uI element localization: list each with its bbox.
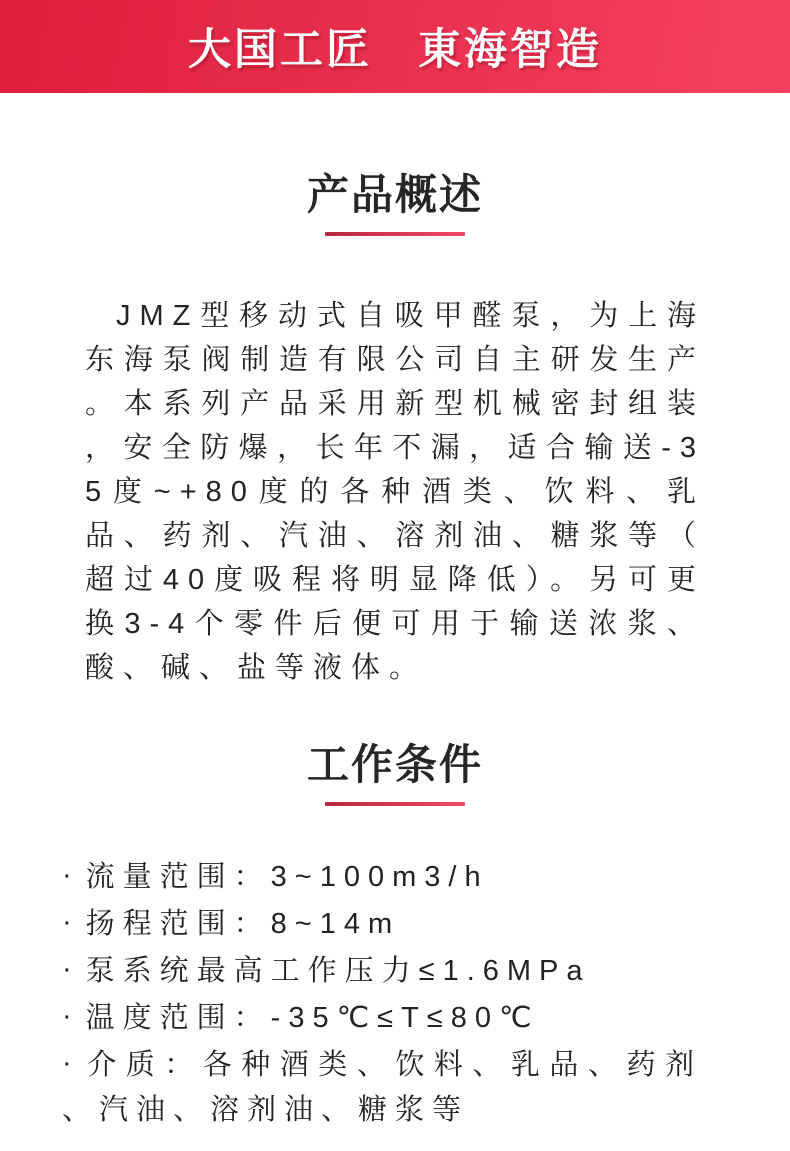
list-item [62,902,702,947]
list-item-text: 流量范围：3~100m3/h [85,861,489,893]
product-description: JMZ型移动式自吸甲醛泵，为上海东海泵阀制造有限公司自主研发生产。本系列产品采用新型机械密封组装，安全防爆，长年不漏，适合输送-35度~+80度的各种酒类、饮料、乳品、药剂、汽油、溶剂油、糖浆等（超过40度吸程将明显降低）。另可更换3-4个零件后便可用于输送浓浆、酸、碱、盐等液体。 [85,300,705,684]
banner-title: 大国工匠 東海智造 [188,26,602,74]
spec-list [62,855,702,1133]
bullet-icon: · [62,859,72,891]
bullet-icon: · [62,953,72,985]
list-item [62,996,702,1041]
list-item [62,1043,702,1133]
bullet-icon: · [62,906,72,938]
section-title-overview: 产品概述 [306,171,483,218]
bullet-icon: · [62,1047,72,1079]
list-item-text: 泵系统最高工作压力≤1.6MPa [85,955,591,987]
list-item-text: 温度范围：-35℃≤T≤80℃ [85,1002,540,1034]
list-item [62,855,702,900]
list-item-text: 扬程范围：8~14m [85,908,401,940]
top-banner [0,0,790,93]
title-underline-overview [325,232,465,236]
title-underline-working-conditions [325,802,465,806]
list-item-text: 介质：各种酒类、饮料、乳品、药剂、汽油、溶剂油、糖浆等 [62,1049,702,1126]
bullet-icon: · [62,1000,72,1032]
list-item [62,949,702,994]
section-title-working-conditions: 工作条件 [306,741,483,788]
